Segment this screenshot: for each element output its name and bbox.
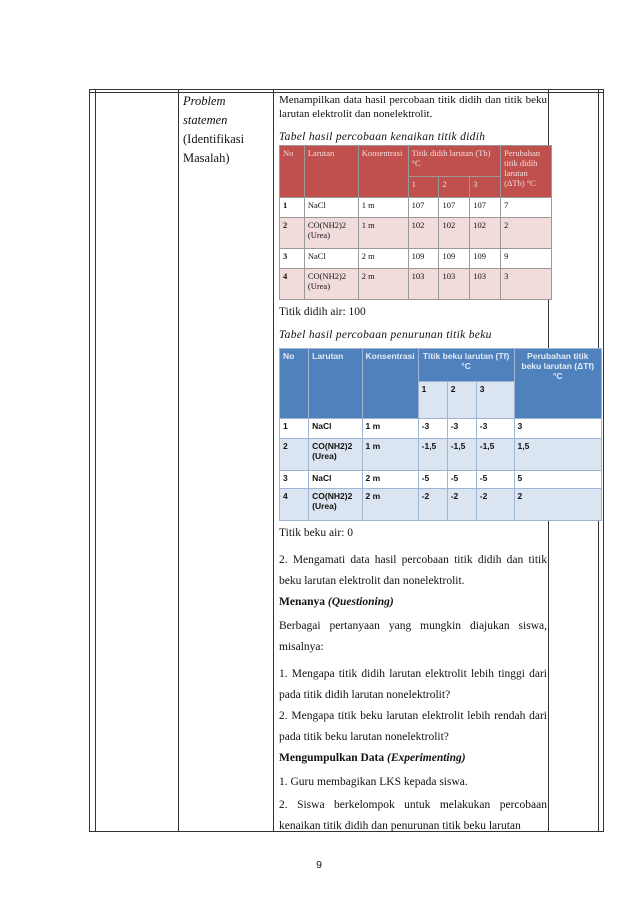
cell-larutan: NaCl	[309, 419, 362, 439]
cell-delta: 3	[501, 269, 552, 300]
cell-delta: 1,5	[514, 439, 602, 471]
cell-larutan: NaCl	[304, 249, 358, 269]
cell-no: 3	[280, 249, 305, 269]
cell-value: -1,5	[476, 439, 514, 471]
table1-subheader: 3	[470, 177, 501, 198]
cell-delta: 2	[514, 489, 602, 521]
cell-delta: 9	[501, 249, 552, 269]
cell-value: 103	[408, 269, 439, 300]
question-item: 2. Mengapa titik beku larutan elektrolit lebih rendah dari pada titik beku larutan nonelektrolit?	[279, 710, 547, 743]
table2-subheader: 3	[476, 382, 514, 419]
table2-subheader: 1	[418, 382, 447, 419]
cell-larutan: CO(NH2)2 (Urea)	[304, 218, 358, 249]
cell-larutan: NaCl	[309, 471, 362, 489]
cell-larutan: CO(NH2)2 (Urea)	[309, 439, 362, 471]
cell-value: -3	[418, 419, 447, 439]
cell-value: -2	[447, 489, 476, 521]
table1-header-konsentrasi: Konsentrasi	[358, 146, 408, 198]
table2-header-larutan: Larutan	[309, 349, 362, 419]
cell-value: 103	[470, 269, 501, 300]
cell-value: -5	[447, 471, 476, 489]
cell-value: -5	[418, 471, 447, 489]
table1-header-no: No	[280, 146, 305, 198]
table1-header-perubahan: Perubahan titik didih larutan (ΔTb) °C	[501, 146, 552, 198]
column-divider	[273, 89, 274, 832]
cell-larutan: CO(NH2)2 (Urea)	[304, 269, 358, 300]
cell-value: 102	[470, 218, 501, 249]
activity-label-line: (Identifikasi	[183, 132, 245, 146]
table2-caption: Tabel hasil percobaan penurunan titik beku	[279, 329, 492, 341]
mengumpulkan-heading-text: Mengumpulkan Data	[279, 752, 385, 764]
cell-no: 2	[280, 218, 305, 249]
menanya-intro: Berbagai pertanyaan yang mungkin diajukan siswa, misalnya:	[279, 620, 547, 653]
cell-value: 102	[439, 218, 470, 249]
menanya-heading	[279, 592, 547, 612]
boiling-point-table	[279, 145, 552, 300]
cell-konsentrasi: 2 m	[358, 249, 408, 269]
cell-konsentrasi: 2 m	[362, 489, 418, 521]
table-row	[280, 249, 552, 269]
cell-konsentrasi: 2 m	[362, 471, 418, 489]
cell-delta: 3	[514, 419, 602, 439]
boiling-point-note: Titik didih air: 100	[279, 306, 366, 318]
table2-header-konsentrasi: Konsentrasi	[362, 349, 418, 419]
column-divider	[178, 89, 179, 832]
cell-value: 102	[408, 218, 439, 249]
question-item: 1. Mengapa titik didih larutan elektrolit lebih tinggi dari pada titik didih larutan nonelektrolit?	[279, 668, 547, 701]
mengumpulkan-heading	[279, 748, 547, 768]
menanya-heading-en: (Questioning)	[327, 596, 394, 608]
cell-value: 109	[439, 249, 470, 269]
step-observe: 2. Mengamati data hasil percobaan titik didih dan titik beku larutan elektrolit dan nonelektrolit.	[279, 554, 547, 587]
table2-header-perubahan: Perubahan titik beku larutan (ΔTf) °C	[514, 349, 602, 419]
column-divider	[95, 89, 96, 832]
cell-value: -5	[476, 471, 514, 489]
cell-value: -1,5	[418, 439, 447, 471]
table-row	[280, 198, 552, 218]
cell-value: -2	[476, 489, 514, 521]
activity-label-line: statemen	[183, 113, 228, 127]
cell-value: 107	[408, 198, 439, 218]
menanya-heading-text: Menanya	[279, 596, 325, 608]
cell-value: 107	[470, 198, 501, 218]
table-row	[280, 218, 552, 249]
cell-no: 2	[280, 439, 309, 471]
cell-larutan: NaCl	[304, 198, 358, 218]
cell-larutan: CO(NH2)2 (Urea)	[309, 489, 362, 521]
experiment-step: 1. Guru membagikan LKS kepada siswa.	[279, 776, 468, 788]
table2-header-titik: Titik beku larutan (Tf) °C	[418, 349, 514, 382]
activity-content	[279, 93, 595, 837]
cell-konsentrasi: 1 m	[362, 439, 418, 471]
cell-konsentrasi: 1 m	[362, 419, 418, 439]
experiment-step: 2. Siswa berkelompok untuk melakukan percobaan kenaikan titik didih dan penurunan titik beku larutan	[279, 799, 547, 832]
cell-no: 4	[280, 489, 309, 521]
cell-value: 109	[470, 249, 501, 269]
table-row	[280, 269, 552, 300]
cell-no: 1	[280, 419, 309, 439]
intro-text: Menampilkan data hasil percobaan titik didih dan titik beku larutan elektrolit dan nonelektrolit.	[279, 94, 547, 120]
cell-value: -1,5	[447, 439, 476, 471]
mengumpulkan-heading-en: (Experimenting)	[387, 752, 466, 764]
cell-konsentrasi: 1 m	[358, 218, 408, 249]
freezing-point-table	[279, 348, 602, 521]
table-row	[280, 419, 602, 439]
activity-label-line: Masalah)	[183, 151, 230, 165]
cell-value: -3	[447, 419, 476, 439]
activity-label-line: Problem	[183, 94, 226, 108]
table-row	[280, 471, 602, 489]
table2-header-no: No	[280, 349, 309, 419]
table1-subheader: 1	[408, 177, 439, 198]
freezing-point-note: Titik beku air: 0	[279, 527, 354, 539]
cell-value: -2	[418, 489, 447, 521]
cell-delta: 2	[501, 218, 552, 249]
cell-value: 103	[439, 269, 470, 300]
activity-label	[183, 92, 273, 168]
table2-subheader: 2	[447, 382, 476, 419]
cell-no: 3	[280, 471, 309, 489]
cell-no: 4	[280, 269, 305, 300]
cell-konsentrasi: 1 m	[358, 198, 408, 218]
table-row	[280, 489, 602, 521]
page-number: 9	[316, 859, 322, 871]
cell-delta: 7	[501, 198, 552, 218]
table1-caption: Tabel hasil percobaan kenaikan titik didih	[279, 131, 486, 143]
table1-subheader: 2	[439, 177, 470, 198]
cell-value: -3	[476, 419, 514, 439]
cell-delta: 5	[514, 471, 602, 489]
table1-header-larutan: Larutan	[304, 146, 358, 198]
table-row	[280, 439, 602, 471]
cell-no: 1	[280, 198, 305, 218]
table1-header-titik: Titik didih larutan (Tb) °C	[408, 146, 500, 177]
cell-konsentrasi: 2 m	[358, 269, 408, 300]
cell-value: 109	[408, 249, 439, 269]
cell-value: 107	[439, 198, 470, 218]
